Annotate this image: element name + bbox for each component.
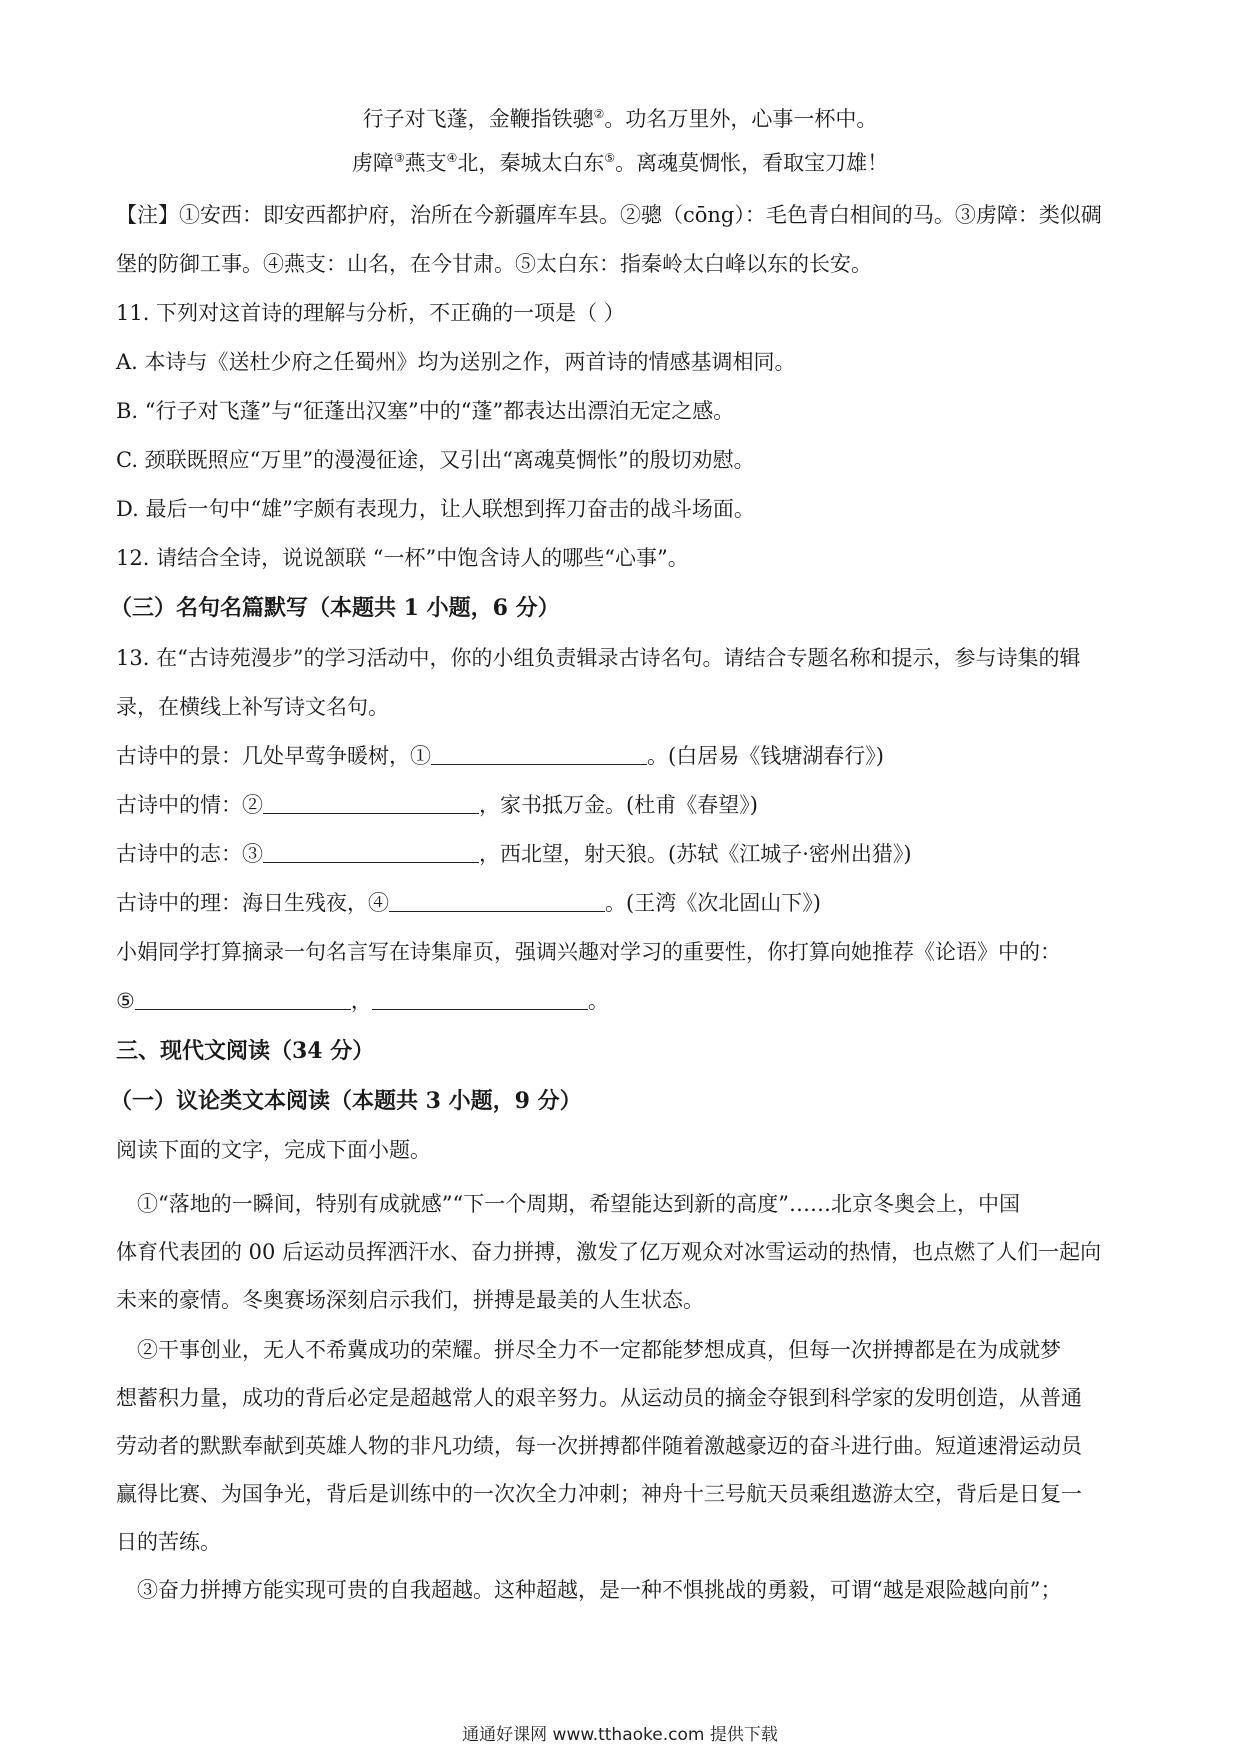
fill-line-5: 小娟同学打算摘录一句名言写在诗集扉页，强调兴趣对学习的重要性，你打算向她推荐《论语》中的：	[116, 940, 1061, 964]
question-11-stem: 11. 下列对这首诗的理解与分析，不正确的一项是（ ）	[116, 301, 625, 325]
paragraph-line: ③奋力拼搏方能实现可贵的自我超越。这种超越，是一种不惧挑战的勇毅，可谓“越是艰险越向前”；	[116, 1578, 1062, 1602]
footnote-mark: ③	[393, 151, 405, 165]
annotation-line-1: 【注】①安西：即安西都护府，治所在今新疆库车县。②骢（cōng）：毛色青白相间的马。③虏障：类似碉	[116, 203, 1102, 227]
paragraph-line: ①“落地的一瞬间，特别有成就感”“下一个周期，希望能达到新的高度”……北京冬奥会上，中国	[116, 1192, 1020, 1216]
paragraph-line: 想蓄积力量，成功的背后必定是超越常人的艰辛努力。从运动员的摘金夺银到科学家的发明创造，从普通	[116, 1386, 1082, 1410]
reading-instruction: 阅读下面的文字，完成下面小题。	[116, 1138, 431, 1162]
prompt-text: ⑤	[116, 989, 135, 1013]
footnote-mark: ⑤	[604, 151, 616, 165]
answer-blank[interactable]	[135, 987, 351, 1010]
poem-text: 行子对飞蓬，金鞭指铁骢	[362, 107, 594, 131]
prompt-text: 古诗中的志：③	[116, 842, 263, 866]
fill-line-6	[116, 986, 1130, 1016]
poem-line-1	[0, 104, 1240, 134]
source-text: 。(王湾《次北固山下》)	[605, 891, 821, 915]
poem-text: 。功名万里外，心事一杯中。	[604, 107, 878, 131]
punctuation: ，	[350, 989, 372, 1013]
paragraph-3	[116, 1566, 1130, 1614]
answer-blank[interactable]	[389, 889, 605, 912]
footnote-mark: ②	[593, 107, 605, 121]
prompt-text: 古诗中的景：几处早莺争暖树，①	[116, 744, 431, 768]
question-12: 12. 请结合全诗，说说颔联 “一杯”中饱含诗人的哪些“心事”。	[116, 546, 689, 570]
fill-line-3	[116, 839, 1130, 869]
page-footer: 通通好课网 www.tthaoke.com 提供下载	[462, 1725, 778, 1745]
subsection-heading: （一）议论类文本阅读（本题共 3 小题，9 分）	[110, 1088, 582, 1114]
poem-text: 。离魂莫惆怅，看取宝刀雄！	[615, 151, 889, 175]
footnote-mark: ④	[446, 151, 458, 165]
annotation-line-2: 堡的防御工事。④燕支：山名，在今甘肃。⑤太白东：指秦岭太白峰以东的长安。	[116, 252, 872, 276]
question-11-option-a: A. 本诗与《送杜少府之任蜀州》均为送别之作，两首诗的情感基调相同。	[116, 350, 796, 374]
source-text: 。(白居易《钱塘湖春行》)	[647, 744, 884, 768]
poem-line-2	[0, 148, 1240, 178]
fill-line-4	[116, 888, 1130, 918]
paragraph-line: 未来的豪情。冬奥赛场深刻启示我们，拼搏是最美的人生状态。	[116, 1288, 704, 1312]
answer-blank[interactable]	[372, 987, 588, 1010]
answer-blank[interactable]	[263, 840, 479, 863]
poem-text: 虏障	[351, 151, 394, 175]
paragraph-line: 赢得比赛、为国争光，背后是训练中的一次次全力冲刺；神舟十三号航天员乘组遨游太空，背后是日复一	[116, 1482, 1082, 1506]
fill-line-1	[116, 741, 1130, 771]
paragraph-line: 体育代表团的 00 后运动员挥洒汗水、奋力拼搏，激发了亿万观众对冰雪运动的热情，也点燃了人们一起向	[116, 1240, 1102, 1264]
fill-line-2	[116, 790, 1130, 820]
paragraph-line: ②干事创业，无人不希冀成功的荣耀。拼尽全力不一定都能梦想成真，但每一次拼搏都是在为成就梦	[116, 1338, 1061, 1362]
part-title: 三、现代文阅读（34 分）	[116, 1038, 375, 1064]
question-13-stem-1: 13. 在“古诗苑漫步”的学习活动中，你的小组负责辑录古诗名句。请结合专题名称和提示，参与诗集的辑	[116, 646, 1081, 670]
punctuation: 。	[587, 989, 609, 1013]
poem-text: 北，秦城太白东	[457, 151, 605, 175]
source-text: ，西北望，射天狼。(苏轼《江城子·密州出猎》)	[479, 842, 912, 866]
source-text: ，家书抵万金。(杜甫《春望》)	[479, 793, 758, 817]
question-13-stem-2: 录，在横线上补写诗文名句。	[116, 695, 389, 719]
answer-blank[interactable]	[263, 791, 479, 814]
paragraph-line: 日的苦练。	[116, 1530, 221, 1554]
paragraph-2	[116, 1326, 1130, 1566]
paragraph-line: 劳动者的默默奉献到英雄人物的非凡功绩，每一次拼搏都伴随着激越豪迈的奋斗进行曲。短道速滑运动员	[116, 1434, 1082, 1458]
answer-blank[interactable]	[431, 742, 647, 765]
poem-text: 燕支	[404, 151, 447, 175]
question-11-option-d: D. 最后一句中“雄”字颇有表现力，让人联想到挥刀奋击的战斗场面。	[116, 497, 755, 521]
prompt-text: 古诗中的情：②	[116, 793, 263, 817]
question-11-option-b: B. “行子对飞蓬”与“征蓬出汉塞”中的“蓬”都表达出漂泊无定之感。	[116, 399, 735, 423]
paragraph-1	[116, 1180, 1130, 1324]
section-heading: （三）名句名篇默写（本题共 1 小题，6 分）	[110, 595, 560, 621]
prompt-text: 古诗中的理：海日生残夜，④	[116, 891, 389, 915]
question-11-option-c: C. 颈联既照应“万里”的漫漫征途，又引出“离魂莫惆怅”的殷切劝慰。	[116, 448, 755, 472]
